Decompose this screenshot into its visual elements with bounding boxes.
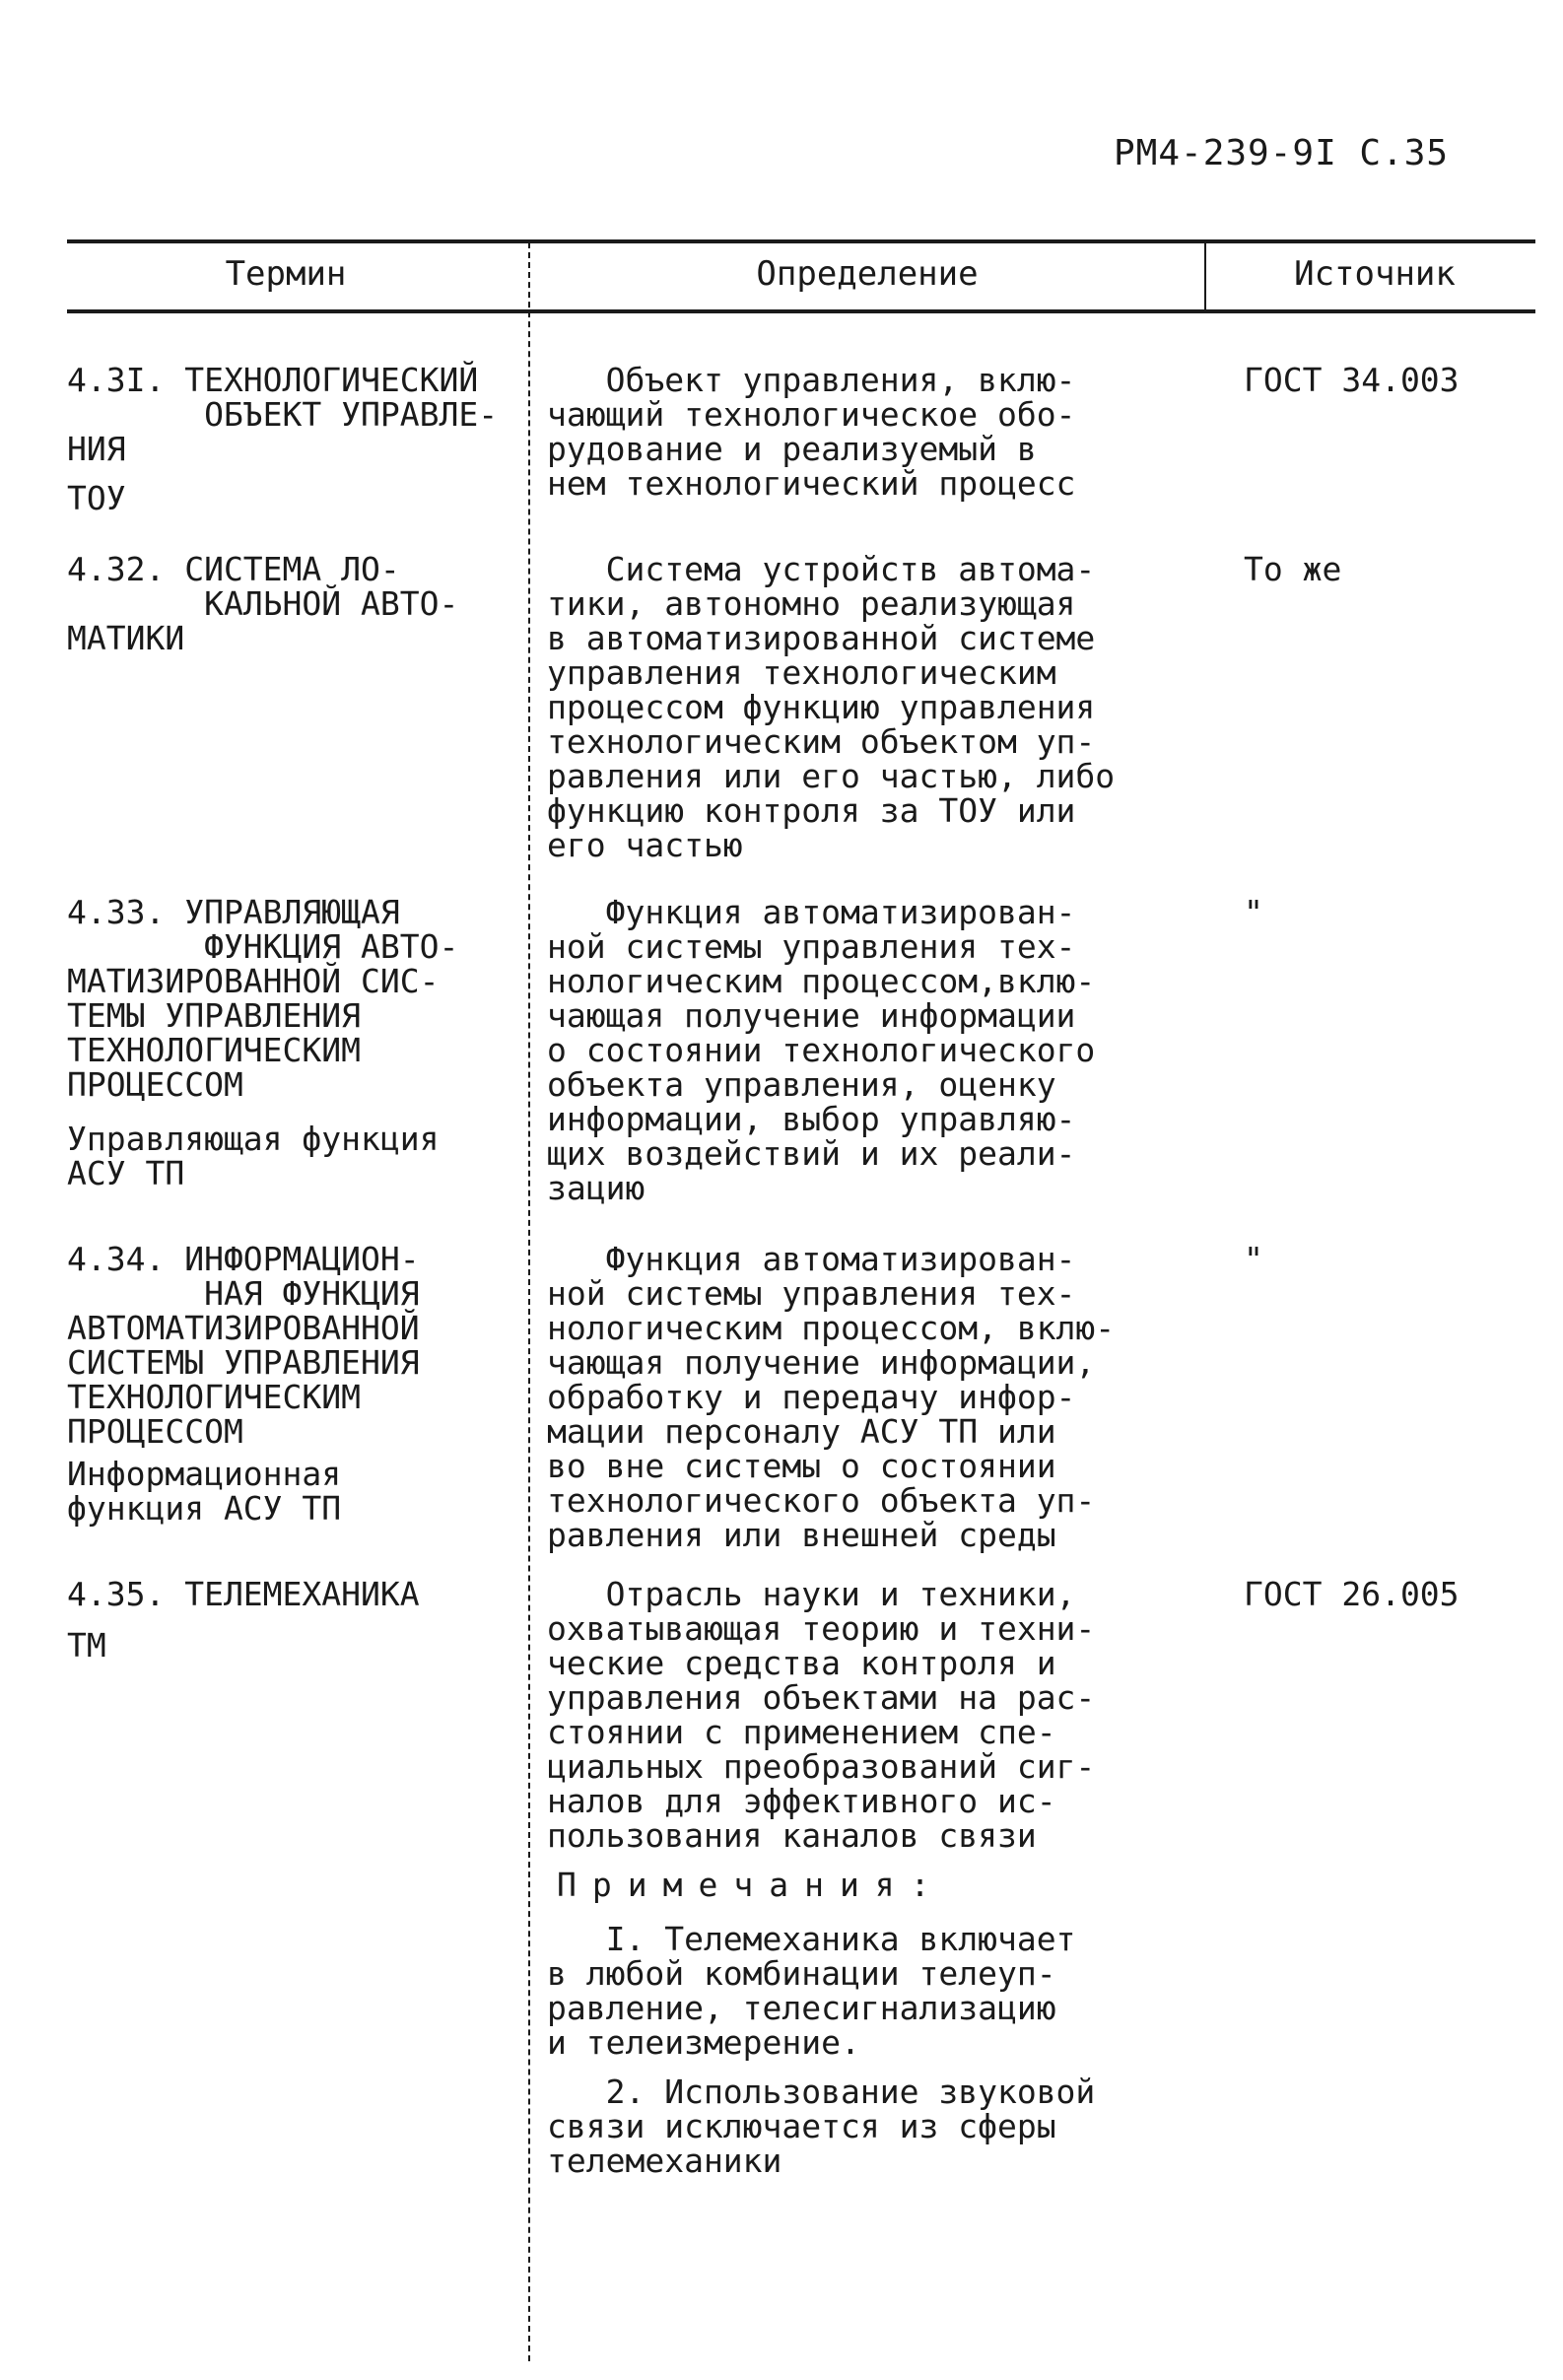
page-code: РМ4-239-9I С.35 bbox=[1114, 133, 1450, 173]
column-divider-1 bbox=[528, 242, 532, 2361]
source-4-34: " bbox=[1244, 1240, 1263, 1278]
abbr-4-34: Информационная функция АСУ ТП bbox=[67, 1455, 342, 1528]
column-divider-2 bbox=[1204, 242, 1206, 311]
definition-4-31: Объект управления, вклю- чающий технологическое обо- рудование и реализуемый в нем технологический процесс bbox=[547, 361, 1076, 503]
source-4-32: То же bbox=[1244, 550, 1342, 588]
term-4-31: 4.3I. ТЕХНОЛОГИЧЕСКИЙ ОБЪЕКТ УПРАВЛЕ- НИЯ bbox=[67, 361, 499, 468]
abbr-4-31: ТОУ bbox=[67, 479, 126, 517]
table-top-rule bbox=[67, 239, 1535, 243]
header-bottom-rule bbox=[67, 309, 1535, 313]
definition-4-35: Отрасль науки и техники, охватывающая теорию и техни- ческие средства контроля и управления объектами на рас- стоянии с применением спе- циальных преобразований сиг- налов для эффективного ис- пользования каналов связи bbox=[547, 1575, 1096, 1855]
source-4-33: " bbox=[1244, 893, 1263, 931]
definition-4-32: Система устройств автома- тики, автономно реализующая в автоматизированной системе управления технологическим процессом функцию управления технологическим объектом уп- равления или его частью, либо функцию контроля за ТОУ или его частью bbox=[547, 550, 1116, 864]
term-4-35: 4.35. ТЕЛЕМЕХАНИКА bbox=[67, 1575, 420, 1613]
notes-heading: Примечания: bbox=[557, 1866, 946, 1904]
column-header-definition: Определение bbox=[756, 254, 979, 294]
column-header-term: Термин bbox=[225, 254, 347, 294]
definition-4-34: Функция автоматизирован- ной системы управления тех- нологическим процессом, вклю- чающая получение информации, обработку и передачу инфор- мации персоналу АСУ ТП или во вне системы о состоянии технологического объекта уп- равления или внешней среды bbox=[547, 1240, 1116, 1554]
column-header-source: Источник bbox=[1294, 254, 1456, 294]
abbr-4-33: Управляющая функция АСУ ТП bbox=[67, 1120, 440, 1192]
term-4-33: 4.33. УПРАВЛЯЮЩАЯ ФУНКЦИЯ АВТО- МАТИЗИРОВАННОЙ СИС- ТЕМЫ УПРАВЛЕНИЯ ТЕХНОЛОГИЧЕСКИМ ПРОЦЕССОМ bbox=[67, 893, 459, 1104]
source-4-31: ГОСТ 34.003 bbox=[1244, 361, 1460, 399]
term-4-32: 4.32. СИСТЕМА ЛО- КАЛЬНОЙ АВТО- МАТИКИ bbox=[67, 550, 459, 657]
term-4-34: 4.34. ИНФОРМАЦИОН- НАЯ ФУНКЦИЯ АВТОМАТИЗИРОВАННОЙ СИСТЕМЫ УПРАВЛЕНИЯ ТЕХНОЛОГИЧЕСКИМ ПРОЦЕССОМ bbox=[67, 1240, 420, 1451]
abbr-4-35: ТМ bbox=[67, 1626, 106, 1665]
definition-4-33: Функция автоматизирован- ной системы управления тех- нологическим процессом,вклю- чающая получение информации о состоянии технологического объекта управления, оценку информации, выбор управляю- щих воздействий и их реали- зацию bbox=[547, 893, 1096, 1207]
source-4-35: ГОСТ 26.005 bbox=[1244, 1575, 1460, 1613]
note-2: 2. Использование звуковой связи исключается из сферы телемеханики bbox=[547, 2073, 1096, 2180]
note-1: I. Телемеханика включает в любой комбинации телеуп- равление, телесигнализацию и телеизмерение. bbox=[547, 1920, 1076, 2062]
